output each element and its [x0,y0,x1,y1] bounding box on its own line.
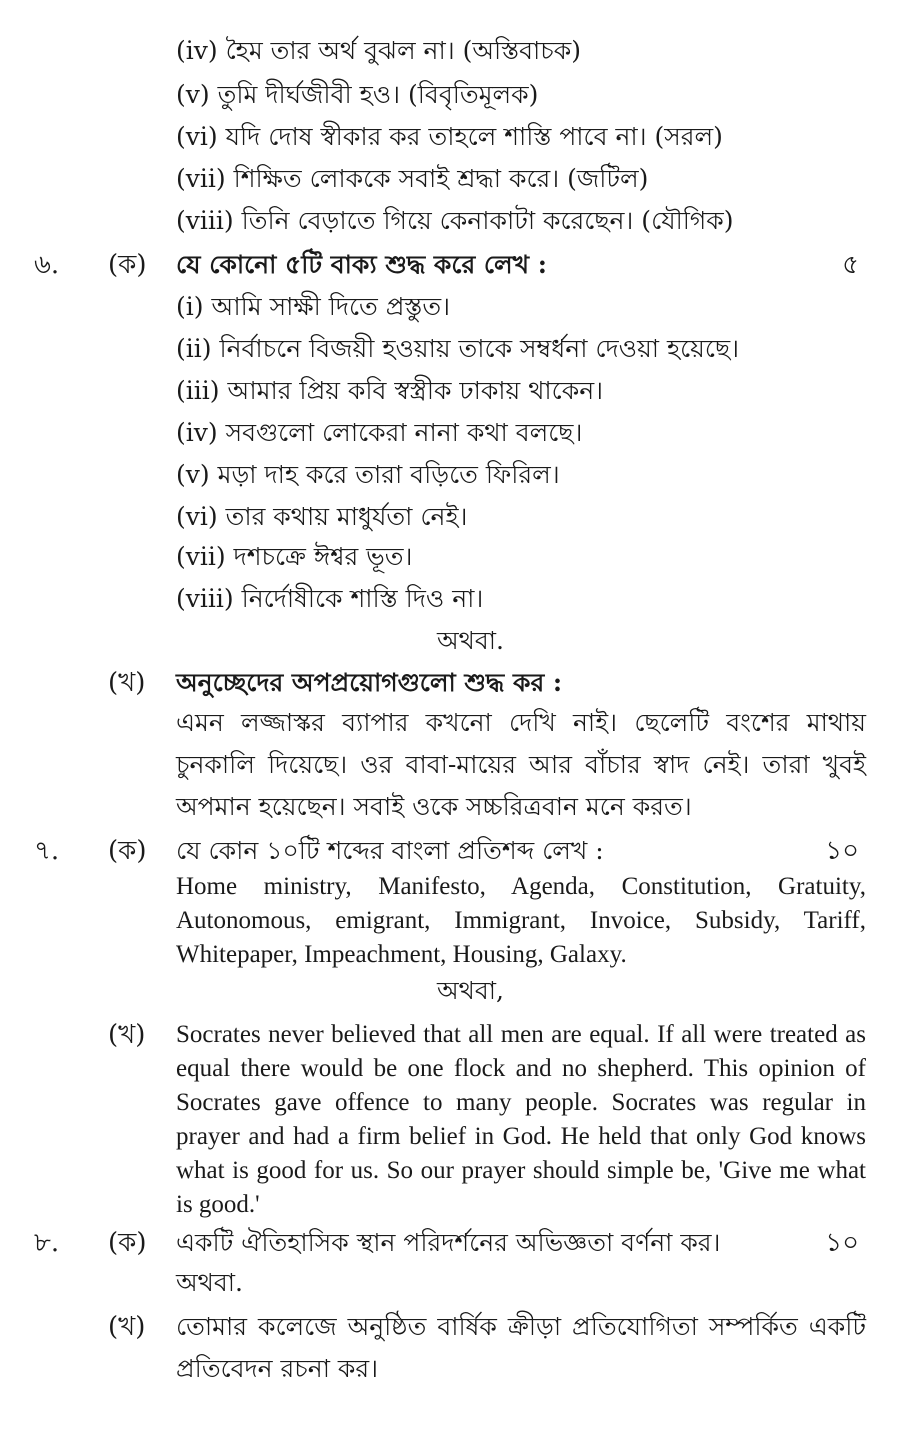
q7a-label: (ক) [108,836,147,866]
q8-or-label: অথবা. [176,1268,243,1297]
q8b-text: তোমার কলেজে অনুষ্ঠিত বার্ষিক ক্রীড়া প্রতিযোগিতা সম্পর্কিত একটি প্রতিবেদন রচনা কর। [176,1312,866,1383]
q8a-marks: ১০ [825,1228,859,1258]
q6a-heading: যে কোনো ৫টি বাক্য শুদ্ধ করে লেখ : [176,250,548,279]
q6-or-label: অথবা. [437,626,504,655]
q8-number: ৮. [34,1228,60,1258]
q6b-heading: অনুচ্ছেদের অপপ্রয়োগগুলো শুদ্ধ কর : [176,668,563,697]
q5-item-iv: (iv) হৈম তার অর্থ বুঝল না। (অস্তিবাচক) [176,36,582,65]
q6b-paragraph: এমন লজ্জাস্কর ব্যাপার কখনো দেখি নাই। ছেলেটি বংশের মাথায় চুনকালি দিয়েছে। ওর বাবা-মায়ের আর বাঁচার স্বাদ নেই। তারা খুবই অপমান হয়েছেন। সবাই ওকে সচ্চরিত্রবান মনে করত। [176,708,866,821]
q7-or-label: অথবা, [437,976,504,1005]
q8a-label: (ক) [108,1228,147,1258]
q6a-item-iv: (iv) সবগুলো লোকেরা নানা কথা বলছে। [176,418,583,447]
q6a-item-iii: (iii) আমার প্রিয় কবি স্বস্ত্রীক ঢাকায় থাকেন। [176,376,604,405]
q6a-item-viii: (viii) নির্দোষীকে শাস্তি দিও না। [176,584,484,613]
q5-item-viii: (viii) তিনি বেড়াতে গিয়ে কেনাকাটা করেছেন। (যৌগিক) [176,206,734,235]
q6a-item-vii: (vii) দশচক্রে ঈশ্বর ভূত। [176,542,413,571]
q6a-item-v: (v) মড়া দাহ করে তারা বড়িতে ফিরিল। [176,460,560,489]
q7a-heading: যে কোন ১০টি শব্দের বাংলা প্রতিশব্দ লেখ : [176,836,604,865]
q5-item-vii: (vii) শিক্ষিত লোককে সবাই শ্রদ্ধা করে। (জটিল) [176,164,649,193]
q5-item-v: (v) তুমি দীর্ঘজীবী হও। (বিবৃতিমূলক) [176,80,539,109]
q7b-passage: Socrates never believed that all men are equal. If all were treated as equal there would be one flock and no shepherd. This opinion of Socrates gave offence to many people. Socrates was regular in prayer and had a firm belief in God. He held that only God knows what is good for us. So our prayer should simple be, 'Give me what is good.' [176,1021,866,1218]
q6a-marks: ৫ [842,250,859,280]
q6-number: ৬. [34,250,60,280]
q6a-item-i: (i) আমি সাক্ষী দিতে প্রস্তুত। [176,292,451,321]
q7a-marks: ১০ [825,836,859,866]
q8a-text: একটি ঐতিহাসিক স্থান পরিদর্শনের অভিজ্ঞতা বর্ণনা কর। [176,1228,721,1257]
q7a-word-list: Home ministry, Manifesto, Agenda, Constitution, Gratuity, Autonomous, emigrant, Immigrant, Invoice, Subsidy, Tariff, Whitepaper, Impeachment, Housing, Galaxy. [176,873,866,968]
q7b-label: (খ) [108,1020,146,1050]
q6a-item-ii: (ii) নির্বাচনে বিজয়ী হওয়ায় তাকে সম্বর্ধনা দেওয়া হয়েছে। [176,334,740,363]
q6a-label: (ক) [108,250,147,280]
q6a-item-vi: (vi) তার কথায় মাধুর্যতা নেই। [176,502,468,531]
q8b-label: (খ) [108,1312,146,1342]
q5-item-vi: (vi) যদি দোষ স্বীকার কর তাহলে শাস্তি পাবে না। (সরল) [176,122,723,151]
q6b-label: (খ) [108,668,146,698]
q7-number: ৭. [34,836,60,866]
